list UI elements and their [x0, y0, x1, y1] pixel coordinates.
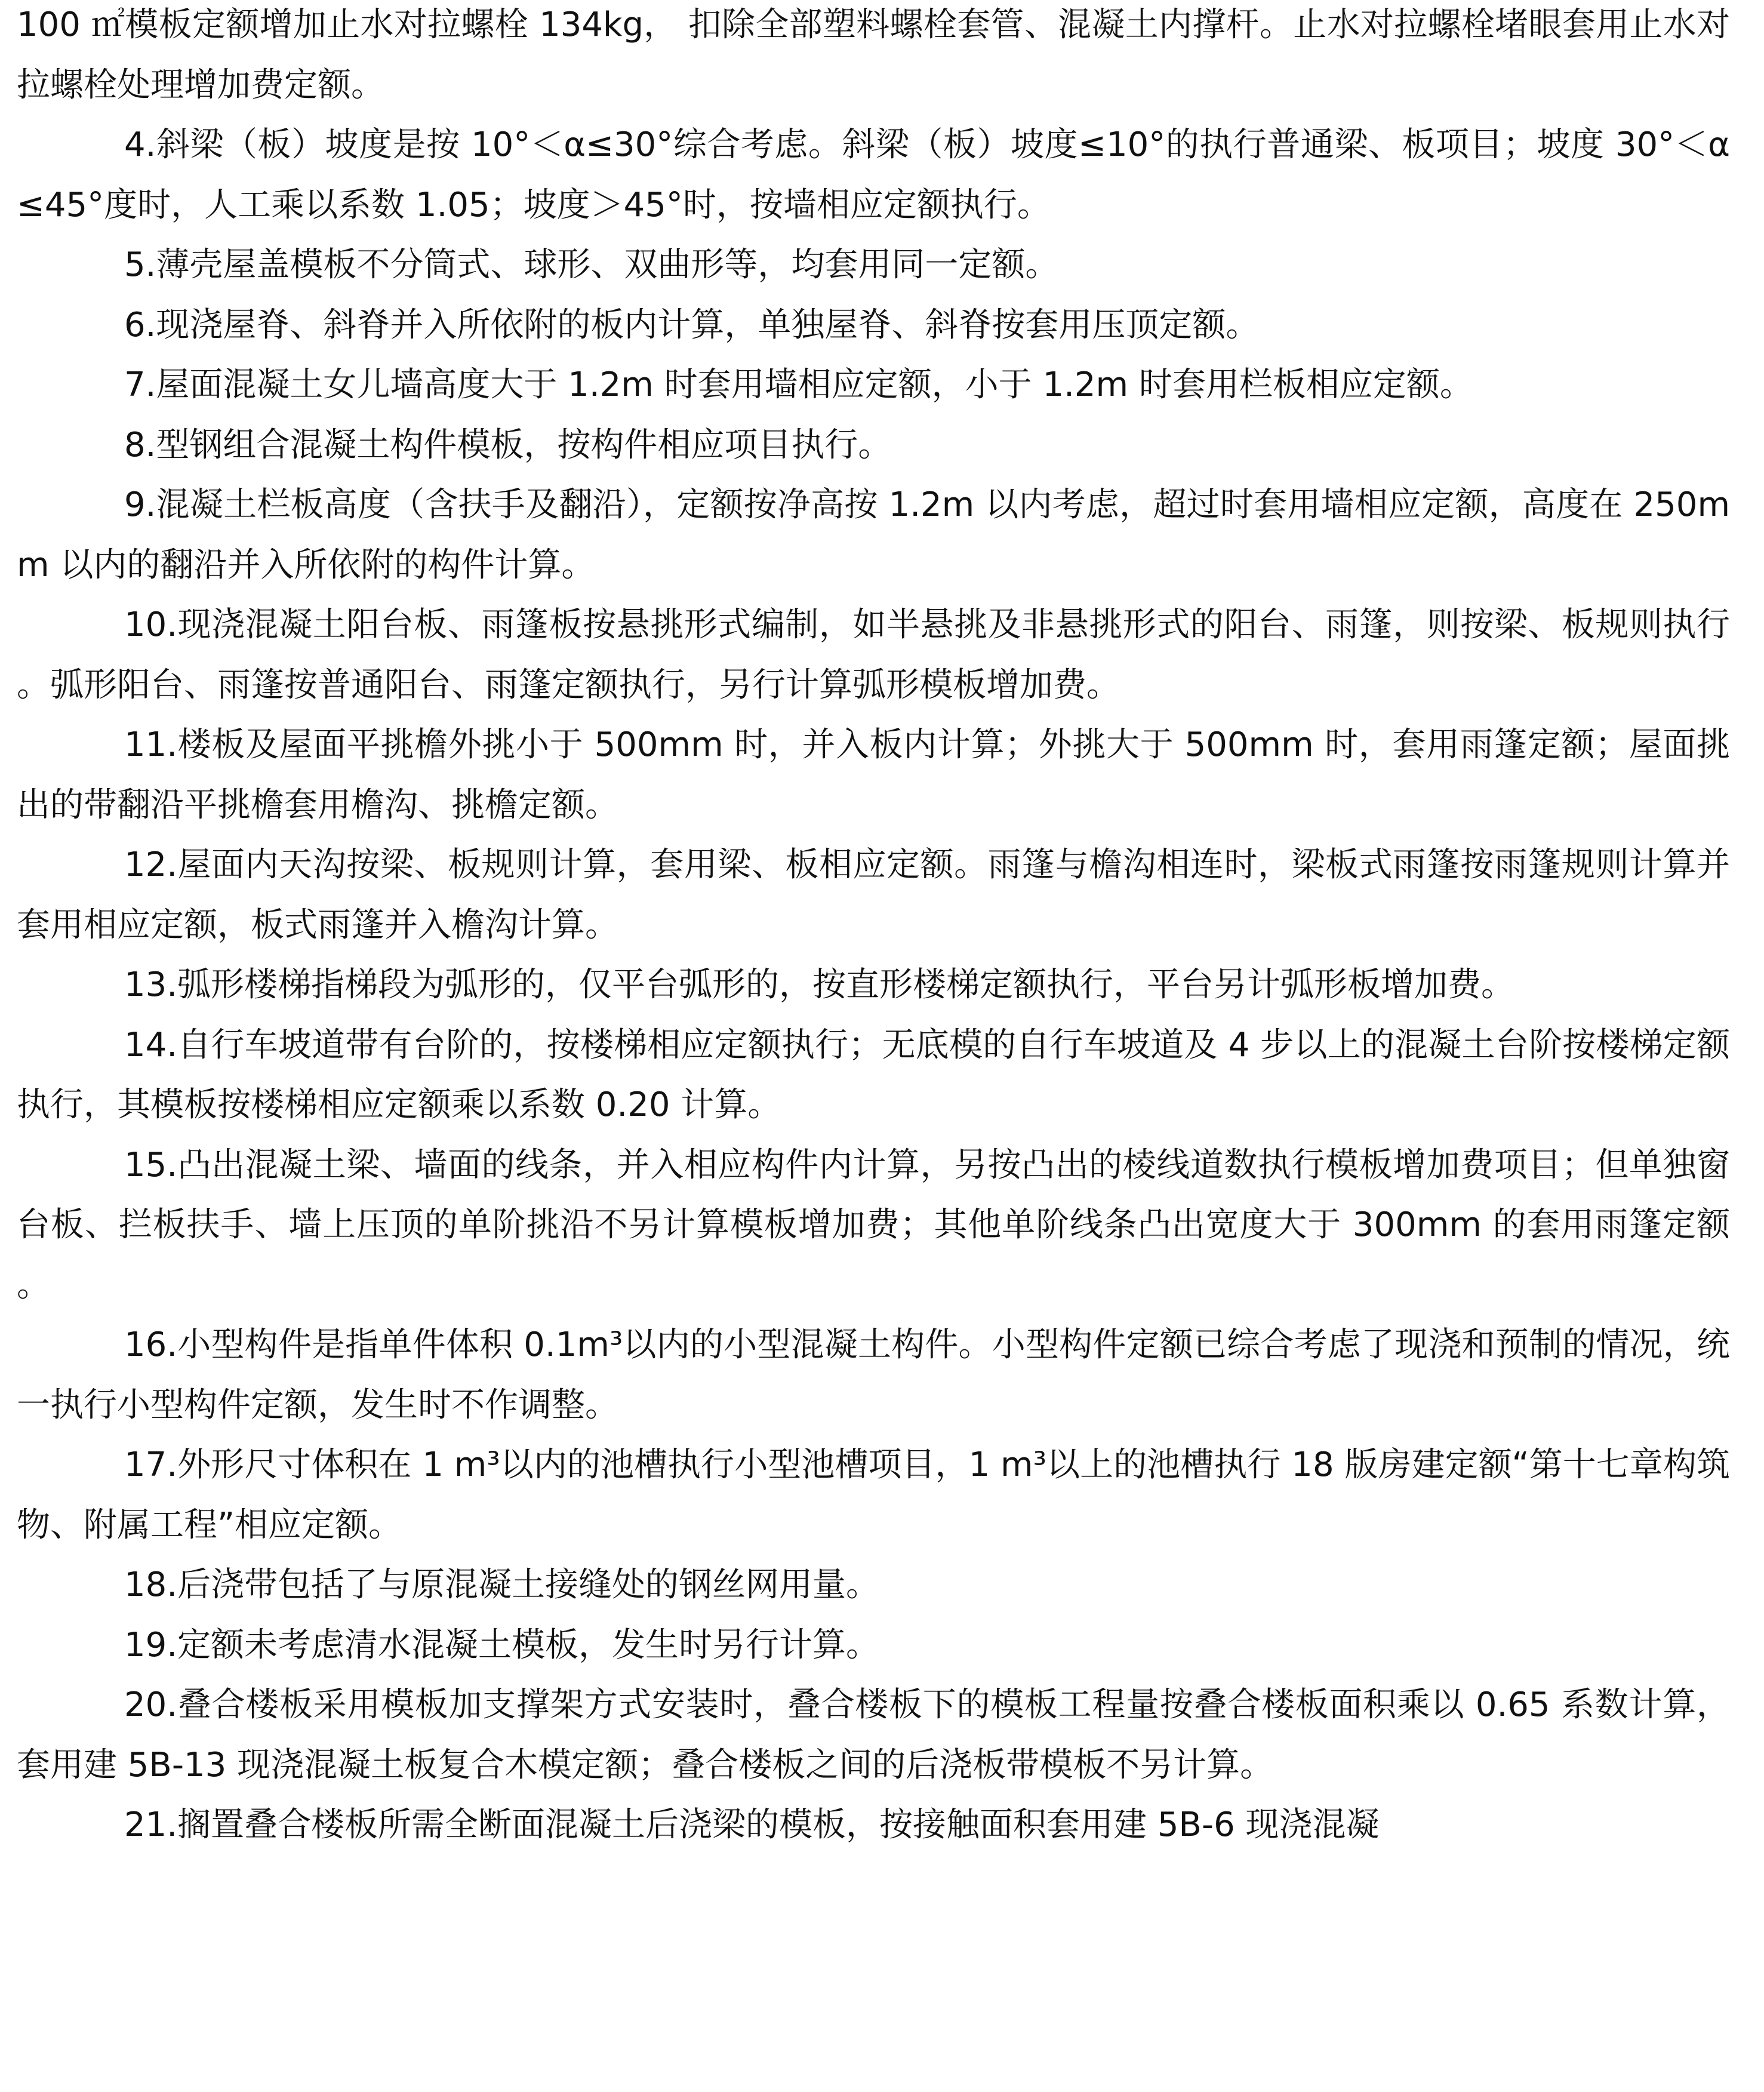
paragraph-item-17: 17.外形尺寸体积在 1 m³以内的池槽执行小型池槽项目，1 m³以上的池槽执行 18 版房建定额“第十七章构筑物、附属工程”相应定额。: [17, 1445, 1730, 1545]
document-page: [17, 0, 1730, 2092]
paragraph-item-8: 8.型钢组合混凝土构件模板，按构件相应项目执行。: [124, 425, 892, 464]
paragraph-item-15: 15.凸出混凝土梁、墙面的线条，并入相应构件内计算，另按凸出的棱线道数执行模板增加费项目；但单独窗台板、拦板扶手、墙上压顶的单阶挑沿不另计算模板增加费；其他单阶线条凸出宽度大于 300mm 的套用雨篷定额。: [17, 1145, 1730, 1305]
paragraph-item-4: 4.斜梁（板）坡度是按 10°＜α≤30°综合考虑。斜梁（板）坡度≤10°的执行普通梁、板项目；坡度 30°＜α≤45°度时，人工乘以系数 1.05；坡度＞45°时，按墙相应定额执行。: [17, 125, 1730, 224]
paragraph-item-21: 21.搁置叠合楼板所需全断面混凝土后浇梁的模板，按接触面积套用建 5B-6 现浇混凝: [124, 1805, 1380, 1844]
paragraph-item-20: 20.叠合楼板采用模板加支撑架方式安装时，叠合楼板下的模板工程量按叠合楼板面积乘以 0.65 系数计算，套用建 5B-13 现浇混凝土板复合木模定额；叠合楼板之间的后浇板带模板不另计算。: [17, 1685, 1730, 1785]
paragraph-item-9: 9.混凝土栏板高度（含扶手及翻沿），定额按净高按 1.2m 以内考虑，超过时套用墙相应定额，高度在 250mm 以内的翻沿并入所依附的构件计算。: [17, 485, 1730, 584]
paragraph-item-11: 11.楼板及屋面平挑檐外挑小于 500mm 时，并入板内计算；外挑大于 500mm 时，套用雨篷定额；屋面挑出的带翻沿平挑檐套用檐沟、挑檐定额。: [17, 725, 1730, 825]
paragraph-item-6: 6.现浇屋脊、斜脊并入所依附的板内计算，单独屋脊、斜脊按套用压顶定额。: [124, 305, 1260, 344]
paragraph-item-13: 13.弧形楼梯指梯段为弧形的，仅平台弧形的，按直形楼梯定额执行，平台另计弧形板增加费。: [124, 965, 1515, 1004]
paragraph-item-10: 10.现浇混凝土阳台板、雨篷板按悬挑形式编制，如半悬挑及非悬挑形式的阳台、雨篷，则按梁、板规则执行。弧形阳台、雨篷按普通阳台、雨篷定额执行，另行计算弧形模板增加费。: [17, 605, 1730, 704]
paragraph-item-5: 5.薄壳屋盖模板不分筒式、球形、双曲形等，均套用同一定额。: [124, 245, 1059, 284]
paragraph-item-14: 14.自行车坡道带有台阶的，按楼梯相应定额执行；无底模的自行车坡道及 4 步以上的混凝土台阶按楼梯定额执行，其模板按楼梯相应定额乘以系数 0.20 计算。: [17, 1025, 1730, 1124]
paragraph-item-7: 7.屋面混凝土女儿墙高度大于 1.2m 时套用墙相应定额，小于 1.2m 时套用栏板相应定额。: [124, 365, 1473, 404]
paragraph-continuation: 100 ㎡模板定额增加止水对拉螺栓 134kg， 扣除全部塑料螺栓套管、混凝土内撑杆。止水对拉螺栓堵眼套用止水对拉螺栓处理增加费定额。: [17, 5, 1730, 104]
paragraph-item-12: 12.屋面内天沟按梁、板规则计算，套用梁、板相应定额。雨篷与檐沟相连时，梁板式雨篷按雨篷规则计算并套用相应定额，板式雨篷并入檐沟计算。: [17, 845, 1730, 945]
paragraph-item-18: 18.后浇带包括了与原混凝土接缝处的钢丝网用量。: [124, 1565, 880, 1604]
paragraph-item-19: 19.定额未考虑清水混凝土模板，发生时另行计算。: [124, 1625, 880, 1665]
paragraph-item-16: 16.小型构件是指单件体积 0.1m³以内的小型混凝土构件。小型构件定额已综合考虑了现浇和预制的情况，统一执行小型构件定额，发生时不作调整。: [17, 1325, 1730, 1425]
